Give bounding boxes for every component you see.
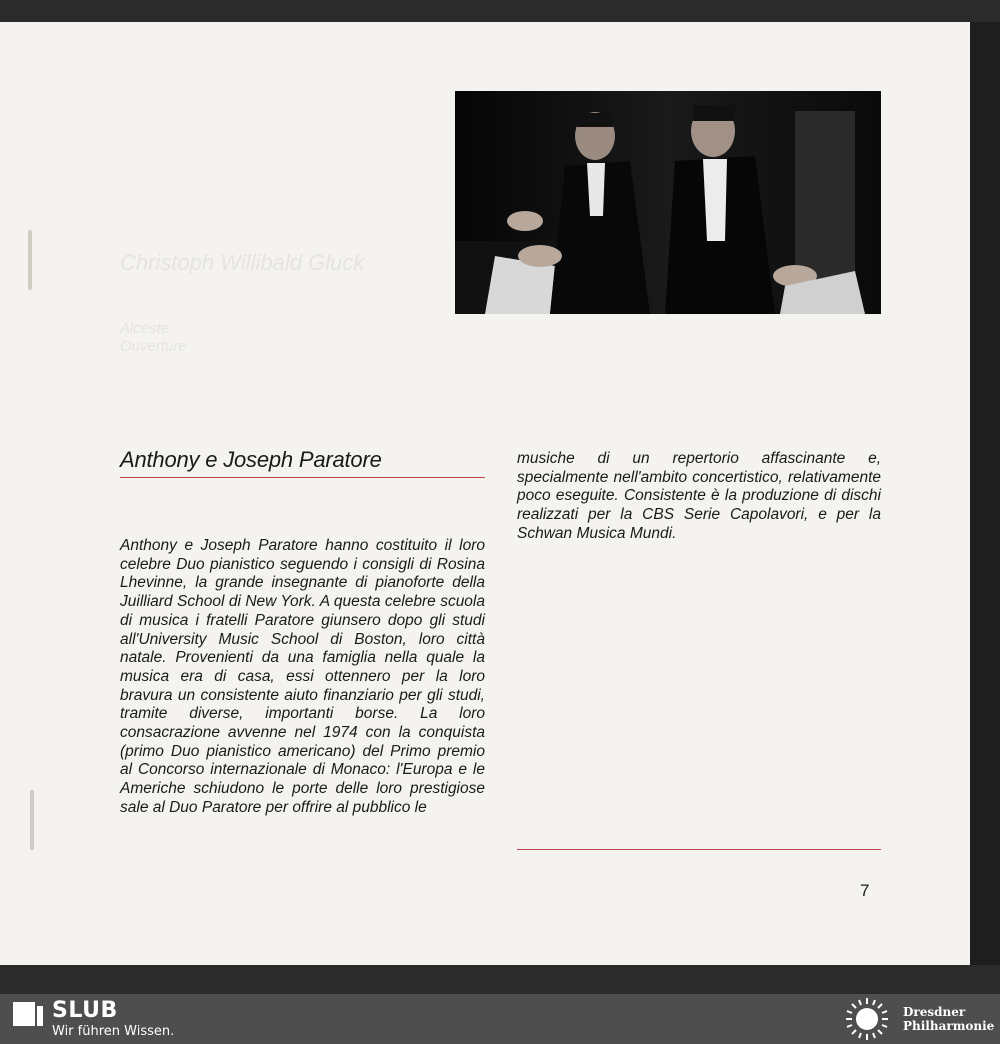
divider-rule [517, 849, 881, 850]
page-edge [970, 22, 1000, 965]
footer-bar [0, 994, 1000, 1044]
article-column-left: Anthony e Joseph Paratore hanno costituito il loro celebre Duo pianistico seguendo i consigli di Rosina Lhevinne, la grande insegnante di pianoforte della Juilliard School di New York. A questa celebre scuola di musica i fratelli Paratore giunsero dopo gli studi all'University Music School di Boston, loro città natale. Provenienti da una famiglia nella quale la musica era di casa, essi ottennero per la loro bravura un consistente aiuto finanziario per gli studi, tramite diverse, importanti borse. La loro consacrazione avvenne nel 1974 con la conquista (primo Duo pianistico americano) del Primo premio al Concorso internazionale di Monaco: l'Europa e le Americhe schiudono le porte delle loro prestigiose sale al Duo Paratore per offrire al pubblico le [120, 537, 485, 816]
show-through-text: Alceste Ouverture [120, 320, 187, 355]
article-column-right: musiche di un repertorio affascinante e, specialmente nell'ambito concertistico, relativamente poco eseguite. Consistente è la produzione di dischi realizzati per la CBS Serie Capolavori, e per la Schwan Musica Mundi. [517, 450, 881, 542]
duo-photo [455, 91, 881, 314]
slub-logo-icon [13, 1002, 43, 1026]
philharmonie-name-line2: Philharmonie [903, 1019, 995, 1033]
binding-mark [30, 790, 34, 850]
philharmonie-name-line1: Dresdner [903, 1005, 966, 1019]
slub-tagline: Wir führen Wissen. [52, 1024, 175, 1039]
slub-name: SLUB [52, 998, 118, 1023]
page-number: 7 [860, 881, 870, 900]
show-through-text: Christoph Willibald Gluck [120, 250, 365, 275]
philharmonie-name [903, 1005, 994, 1033]
article-heading: Anthony e Joseph Paratore [120, 447, 485, 478]
binding-mark [28, 230, 32, 290]
philharmonie-logo-icon [842, 996, 892, 1042]
